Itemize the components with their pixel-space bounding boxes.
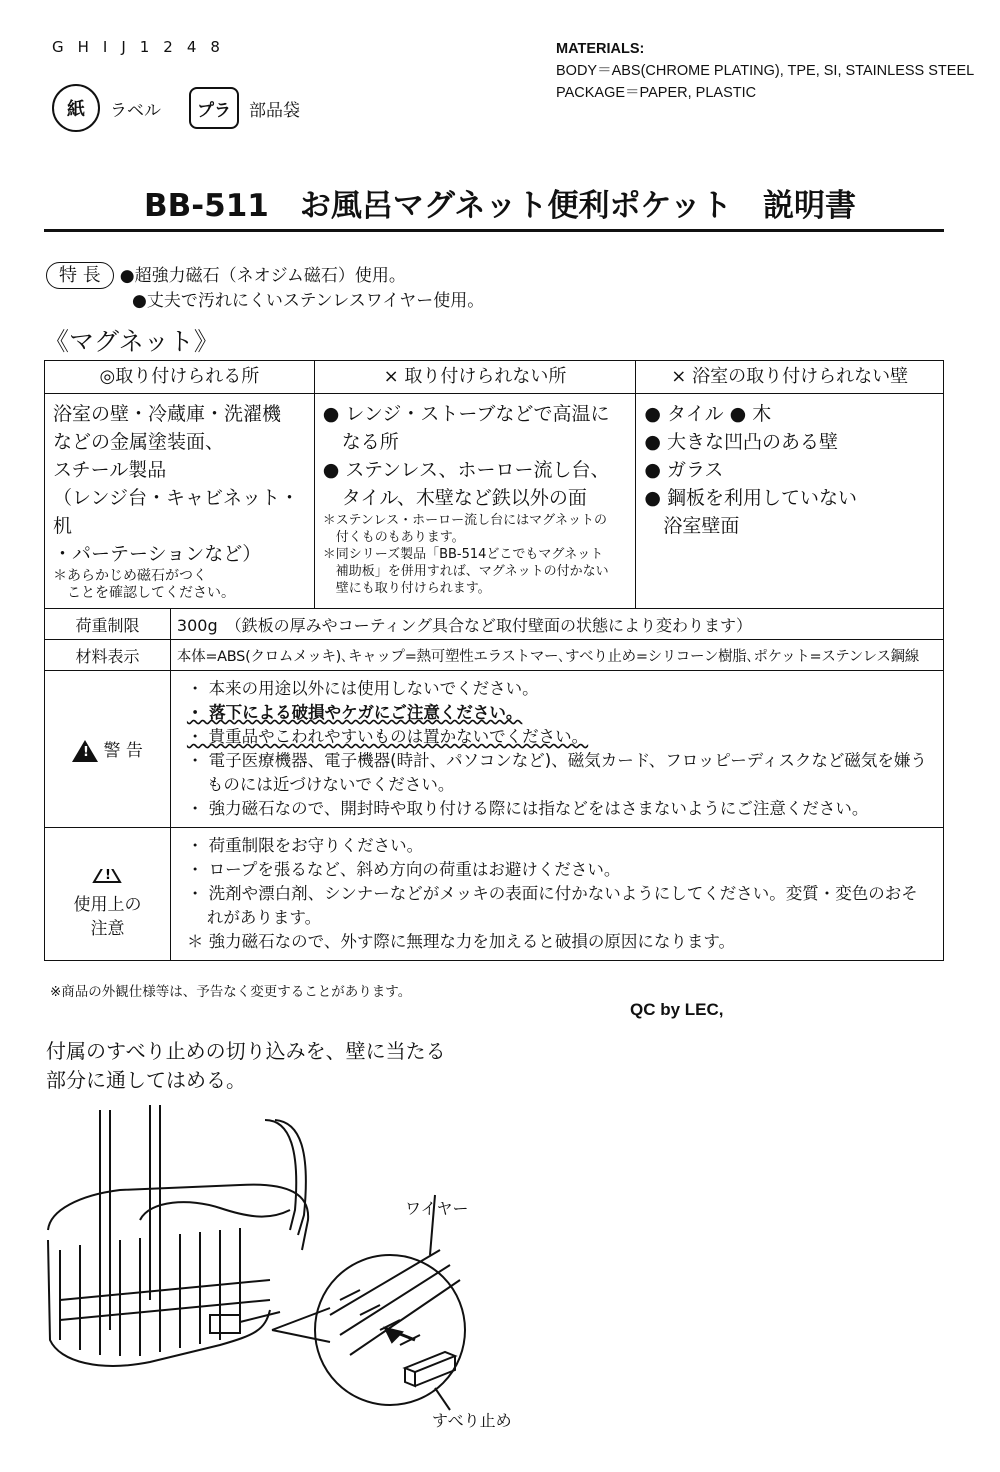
- caution-item: ・ 洗剤や漂白剤、シンナーなどがメッキの表面に付かないようにしてください。変質・変色のおそれがあります。: [186, 884, 918, 927]
- features-block: [46, 262, 484, 314]
- warning-icon: !: [72, 740, 98, 762]
- warning-item: ・ 落下による破損やケガにご注意ください。: [186, 703, 523, 722]
- instruction-text: 付属のすべり止めの切り込みを、壁に当たる 部分に通してはめる。: [46, 1039, 446, 1092]
- spec-change-notice: ※商品の外観仕様等は、予告なく変更することがあります。: [50, 984, 412, 1000]
- warning-label: 警 告: [103, 741, 143, 761]
- warning-item: ・ 本来の用途以外には使用しないでください。: [186, 679, 539, 698]
- bath-walls-cell: ● タイル ● 木 ● 大きな凹凸のある壁 ● ガラス ● 鋼板を利用していない 浴室壁面: [636, 394, 944, 609]
- load-limit-value: 300g （鉄板の厚みやコーティング具合など取付壁面の状態により変わります）: [170, 609, 943, 640]
- caution-item: ・ ロープを張るなど、斜め方向の荷重はお避けください。: [186, 860, 621, 879]
- material-value: 本体=ABS(クロムメッキ)､キャップ=熱可塑性エラストマー､すべり止め=シリコーン樹脂､ポケット=ステンレス鋼線: [170, 640, 943, 671]
- feature-item: ●丈夫で汚れにくいステンレスワイヤー使用。: [132, 291, 485, 311]
- magnet-heading: 《マグネット》: [44, 327, 219, 356]
- can-attach-cell: 浴室の壁・冷蔵庫・洗濯機 などの金属塗装面、 スチール製品 （レンジ台・キャビネット・机 ・パーテーションなど） ＊あらかじめ磁石がつく ことを確認してください。: [45, 394, 315, 609]
- caution-item: ＊ 強力磁石なので、外す際に無理な力を加えると破損の原因になります。: [186, 932, 736, 951]
- wire-label: ワイヤー: [405, 1199, 469, 1218]
- materials-block: [556, 38, 974, 104]
- warning-item: ・ 電子医療機器、電子機器(時計、パソコンなど)、磁気カード、フロッピーディスクなど磁気を嫌うものには近づけないでください。: [186, 751, 927, 794]
- material-label: 材料表示: [45, 640, 171, 671]
- cannot-attach-cell: ● レンジ・ストーブなどで高温に なる所 ● ステンレス、ホーロー流し台、 タイル、木壁など鉄以外の面 ＊ステンレス・ホーロー流し台にはマグネットの 付くものもあります。 ＊同シリーズ製品「BB-514どこでもマグネット 補助板」を併用すれば、マグネットの付かない 壁にも取り付けられます。: [314, 394, 636, 609]
- materials-package: PACKAGE＝PAPER, PLASTIC: [556, 85, 757, 101]
- stopper-label: すべり止め: [432, 1411, 512, 1430]
- warning-item: ・ 強力磁石なので、開封時や取り付ける際には指などをはさまないようにご注意ください。: [186, 799, 869, 818]
- document-title: BB-511 お風呂マグネット便利ポケット 説明書: [144, 188, 856, 224]
- plastic-recycle-label: 部品袋: [249, 100, 300, 121]
- plastic-recycle-icon: プラ: [189, 87, 239, 129]
- caution-list: [170, 828, 943, 961]
- features-label: 特 長: [46, 262, 114, 289]
- caution-item: ・ 荷重制限をお守りください。: [186, 836, 424, 855]
- caution-label-cell: [45, 828, 171, 961]
- recycle-marks: [52, 80, 300, 136]
- warning-item: ・ 貴重品やこわれやすいものは置かないでください。: [186, 727, 589, 746]
- warning-list: [170, 671, 943, 828]
- svg-text:!: !: [105, 868, 112, 883]
- caution-icon: [94, 847, 120, 869]
- paper-recycle-label: ラベル: [110, 100, 161, 121]
- header-bath-walls: × 浴室の取り付けられない壁: [636, 361, 944, 394]
- qc-mark: QC by LEC,: [630, 1000, 724, 1019]
- feature-item: ●超強力磁石（ネオジム磁石）使用。: [119, 266, 406, 286]
- materials-heading: MATERIALS:: [556, 41, 645, 57]
- title-divider: [44, 229, 944, 232]
- warning-label-cell: [45, 671, 171, 828]
- paper-recycle-icon: 紙: [52, 84, 100, 132]
- basket-illustration: [48, 1105, 308, 1366]
- materials-body: BODY＝ABS(CHROME PLATING), TPE, SI, STAINLESS STEEL: [556, 63, 975, 79]
- header-cannot-attach: × 取り付けられない所: [314, 361, 636, 394]
- magnet-table: [44, 360, 944, 961]
- product-diagram: [40, 1100, 600, 1450]
- load-limit-label: 荷重制限: [45, 609, 171, 640]
- caution-label: 使用上の注意: [73, 895, 142, 939]
- header-can-attach: ◎取り付けられる所: [45, 361, 315, 394]
- product-code: GHIJ1248: [52, 38, 234, 56]
